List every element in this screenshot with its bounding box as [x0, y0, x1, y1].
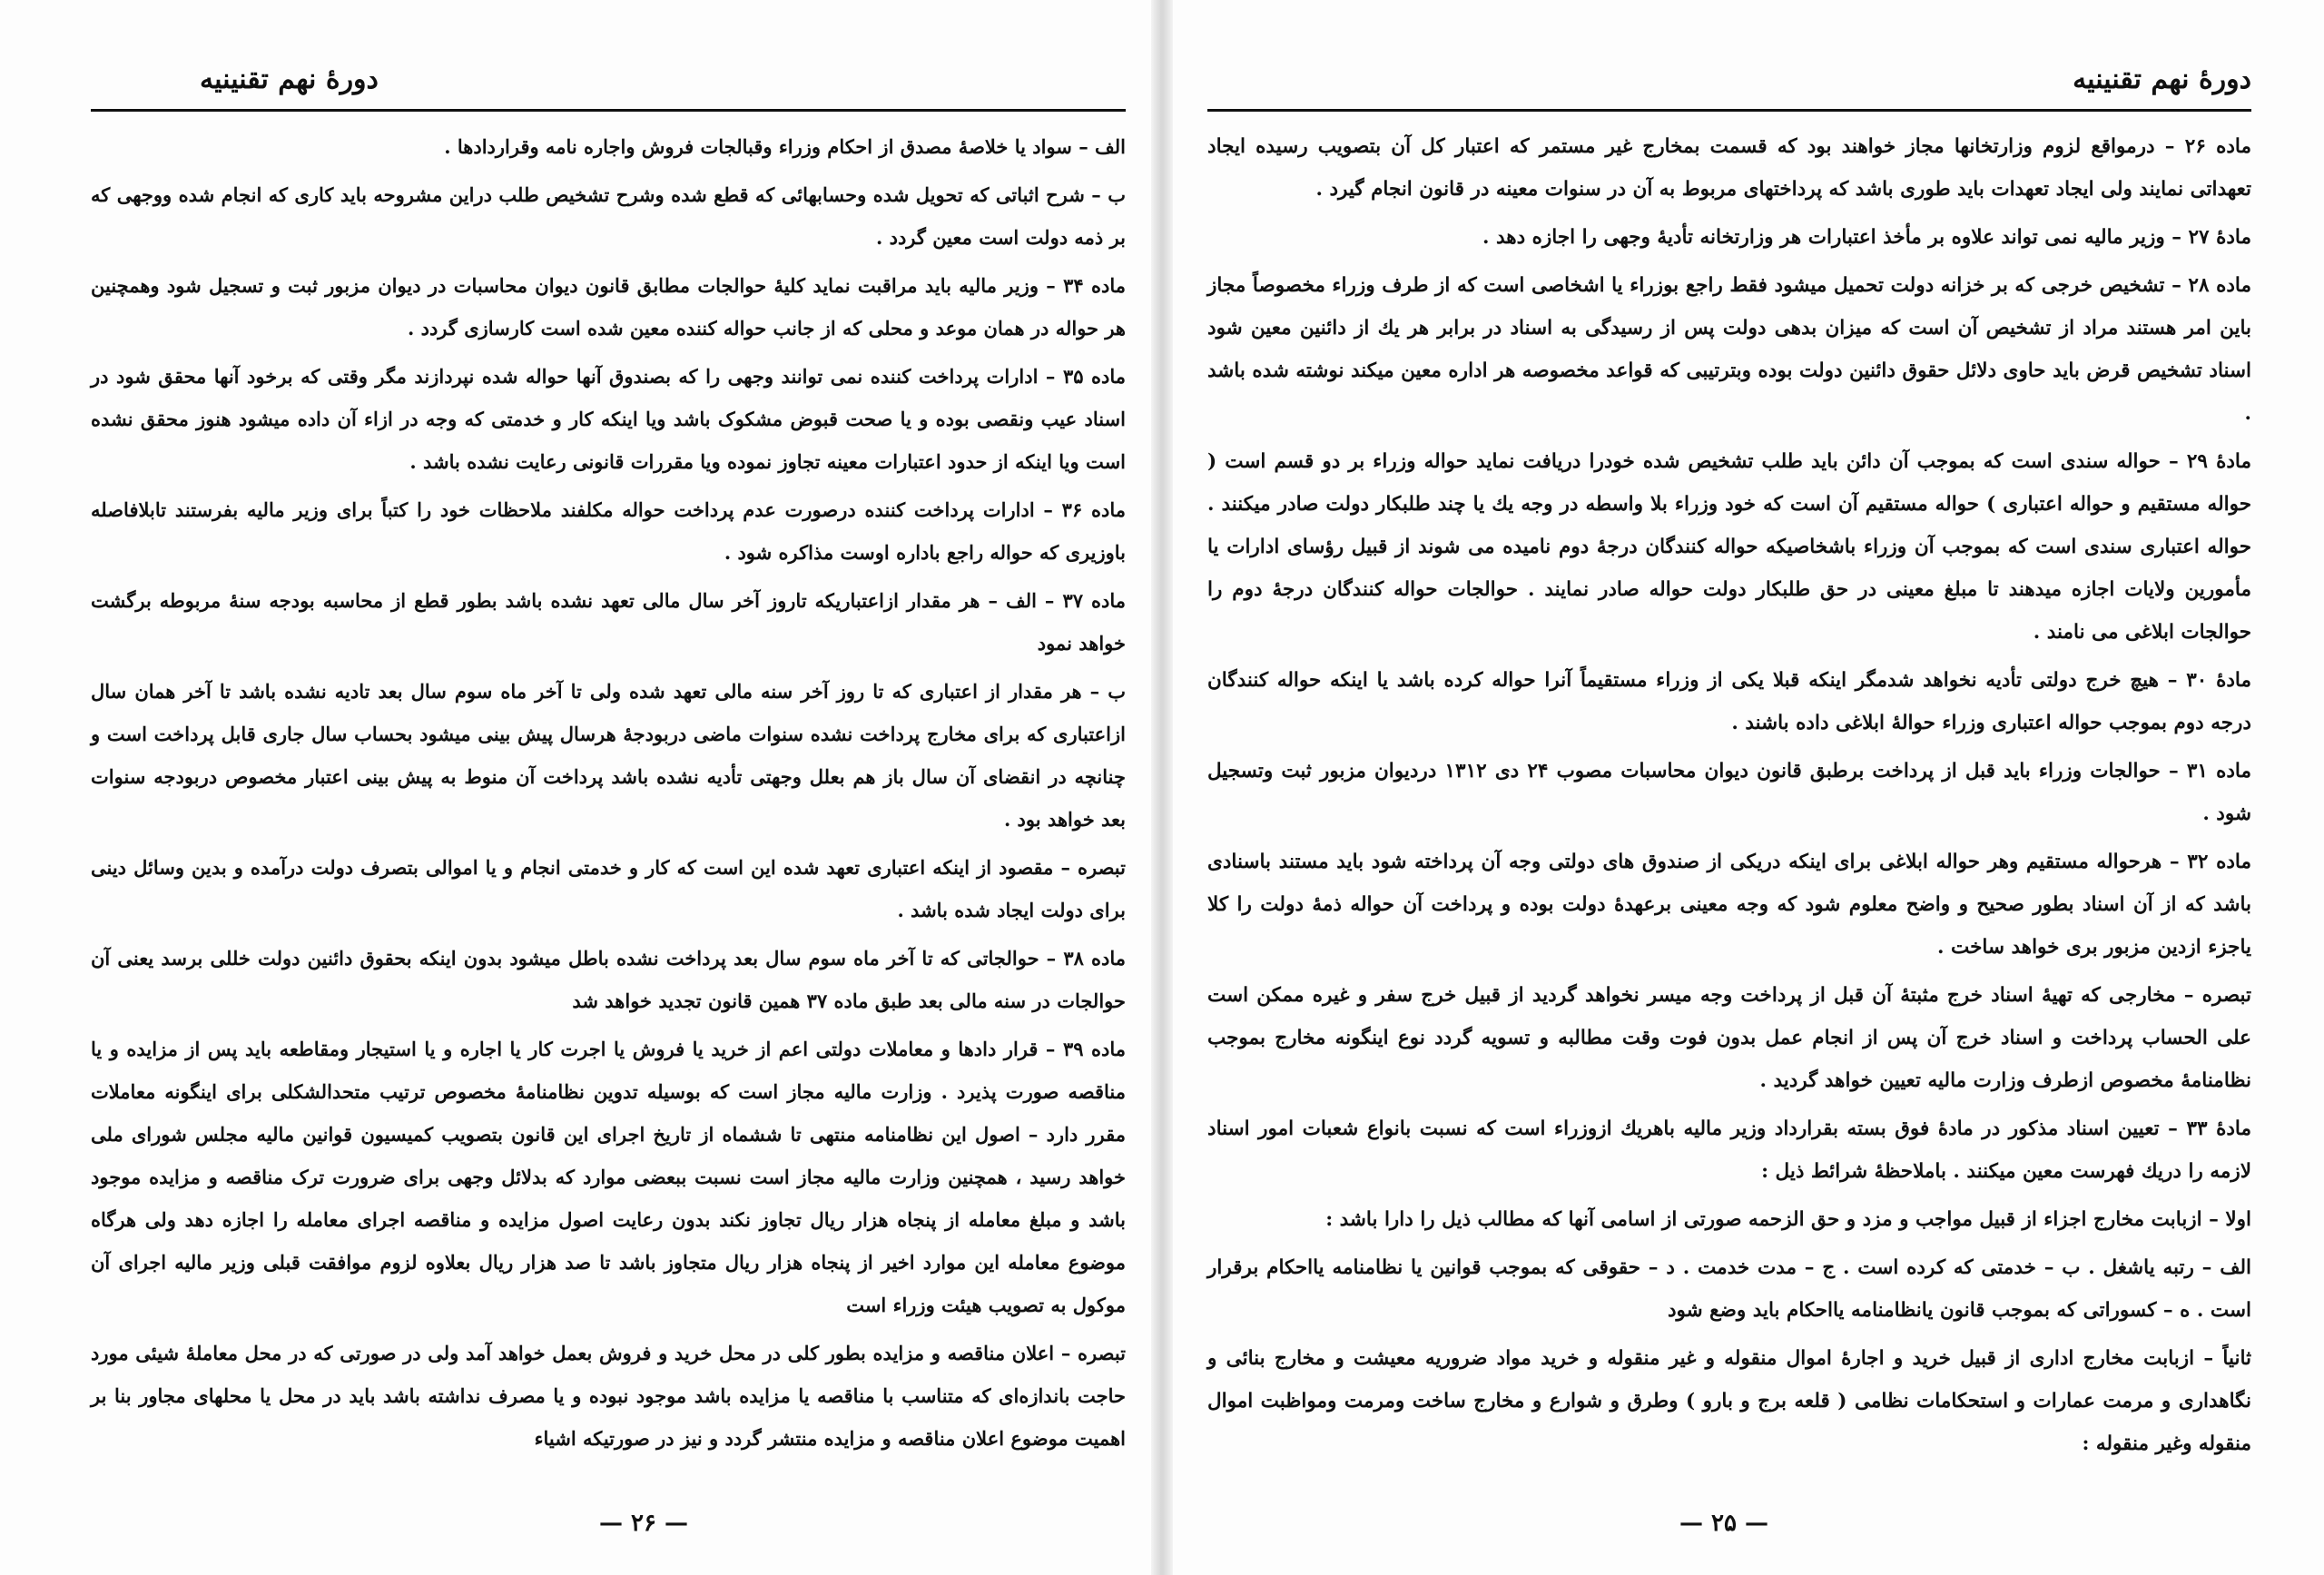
- left-paragraph: تبصره – اعلان مناقصه و مزایده بطور کلی در محل خرید و فروش بعمل خواهد آمد ولی در صورتی که در محل معاملهٔ شیئی مورد حاجت باندازه‌ای که متناسب با مناقصه یا مزایده باشد موجود نبوده و یا مصرف نداشته باشد باید در محل یا محلهای مجاور بنا بر اهمیت موضوع اعلان مناقصه و مزایده منتشر گردد و نیز در صورتیکه اشیاء: [91, 1342, 1126, 1450]
- right-paragraph: مادهٔ ۲۹ – حواله سندی است که بموجب آن دائن باید طلب تشخیص شده خودرا دریافت نماید حواله وزراء بر دو قسم است ( حواله مستقیم و حواله اعتباری ) حواله مستقیم آن است که خود وزراء بلا واسطه در وجه یك یا چند طلبکار دولت صادر میکنند . حواله اعتباری سندی است که بموجب آن وزراء باشخاصیکه حواله کنندگان درجهٔ دوم نامیده می شوند از قبیل رؤسای ادارات یا مأمورین ولایات اجازه میدهند تا مبلغ معینی در حق طلبکار دولت حواله صادر نمایند . حوالجات حواله کنندگان درجهٔ دوم را حوالجات ابلاغی می نامند .: [1207, 450, 2251, 644]
- left-running-title: دورهٔ نهم تقنینیه: [200, 64, 379, 95]
- right-paragraph: مادهٔ ۳۰ – هیچ خرج دولتی تأدیه نخواهد شدمگر اینکه قبلا یکی از وزراء مستقیماً آنرا حواله کرده باشد یا اینکه حواله کنندگان درجه دوم بموجب حواله اعتباری وزراء حوالهٔ ابلاغی داده باشند .: [1207, 669, 2251, 734]
- left-paragraph: تبصره – مقصود از اینکه اعتباری تعهد شده این است که کار و خدمتی انجام و یا اموالی بتصرف دولت درآمده و بدین وسائل دینی برای دولت ایجاد شده باشد .: [91, 856, 1126, 921]
- right-page: [1207, 0, 2251, 1575]
- right-paragraph: ثانیاً – ازبابت مخارج اداری از قبیل خرید و اجارهٔ اموال منقوله و غیر منقوله و خرید مواد ضروریه معیشت و مخارج بنائی و نگاهداری و مرمت عمارات و استحکامات نظامی ( قلعه برج و بارو ) وطرق و شوارع و مخارج ساخت ومرمت ومواظبت اموال منقوله وغیر منقوله :: [1207, 1347, 2251, 1455]
- right-paragraph: ماده ۳۲ – هرحواله مستقیم وهر حواله ابلاغی برای اینکه دریکی از صندوق های دولتی وجه آن پرداخته شود باید مستند باسنادی باشد که از آن اسناد بطور صحیح و واضح معلوم شود که وجه معینی برعهدهٔ دولت بوده و پرداخت آن حواله ذمهٔ دولت را کلا یاجزء ازدین مزبور بری خواهد ساخت .: [1207, 851, 2251, 959]
- left-paragraph: ماده ۳۴ – وزیر مالیه باید مراقبت نماید کلیهٔ حوالجات مطابق قانون دیوان محاسبات در دیوان مزبور ثبت و تسجیل شود وهمچنین هر حواله در همان موعد و محلی که از جانب حواله کننده معین شده است کارسازی گردد .: [91, 274, 1126, 340]
- right-page-body: [1207, 125, 2251, 1471]
- right-paragraph: مادهٔ ۳۳ – تعیین اسناد مذکور در مادهٔ فوق بسته بقرارداد وزیر مالیه باهریك ازوزراء است که نسبت بانواع شعبات امور اسناد لازمه را دریك فهرست معین میکنند . باملاحظهٔ شرائط ذیل :: [1207, 1117, 2251, 1183]
- left-paragraph: ماده ۳۶ – ادارات پرداخت کننده درصورت عدم پرداخت حواله مکلفند ملاحظات خود را کتباً برای وزیر مالیه بفرستند تابلافاصله باوزیری که حواله راجع باداره اوست مذاکره شود .: [91, 498, 1126, 564]
- left-page-body: [91, 125, 1126, 1465]
- right-paragraph: ماده ۲۸ – تشخیص خرجی که بر خزانه دولت تحمیل میشود فقط راجع بوزراء یا اشخاصی است که از طرف وزراء مخصوصاً مجاز باین امر هستند مراد از تشخیص آن است که میزان بدهی دولت پس از رسیدگی به اسناد در برابر هر یك از دائنین معین شود اسناد تشخیص قرض باید حاوی دلائل حقوق دائنین دولت بوده وبترتیبی که قواعد مخصوصه هر اداره معین میکند نوشته شده باشد .: [1207, 274, 2251, 425]
- left-paragraph: ب – هر مقدار از اعتباری که تا روز آخر سنه مالی تعهد شده ولی تا آخر ماه سوم سال بعد تادیه نشده باشد تا آخر همان سال ازاعتباری که برای مخارج پرداخت نشده سنوات ماضی دربودجهٔ هرسال پیش بینی میشود بحساب سال جاری قابل پرداخت است و چنانچه در انقضای آن سال باز هم بعلل وجهتی تأدیه نشده باشد پرداخت آن منوط به پیش بینی اعتبار مخصوص دربودجه سنوات بعد خواهد بود .: [91, 680, 1126, 831]
- right-paragraph: ماده ۲۶ – درمواقع لزوم وزارتخانها مجاز خواهند بود که قسمت بمخارج غیر مستمر که اعتبار کل آن بتصویب رسیده ایجاد تعهداتی نمایند ولی ایجاد تعهدات باید طوری باشد که پرداختهای مربوط به آن در سنوات معینه در قانون انجام گیرد .: [1207, 135, 2251, 201]
- left-paragraph: الف – سواد یا خلاصهٔ مصدق از احکام وزراء وقبالجات فروش واجاره نامه وقراردادها .: [444, 135, 1126, 158]
- left-page: [91, 0, 1126, 1575]
- right-page-number: — ۲۵ —: [1679, 1510, 1769, 1537]
- left-paragraph: ماده ۳۸ – حوالجاتی که تا آخر ماه سوم سال بعد پرداخت نشده باطل میشود بدون اینکه بحقوق دائنین دولت خللی برسد یعنی آن حوالجات در سنه مالی بعد طبق ماده ۳۷ همین قانون تجدید خواهد شد: [91, 947, 1127, 1012]
- right-paragraph: مادهٔ ۲۷ – وزیر مالیه نمی تواند علاوه بر مأخذ اعتبارات هر وزارتخانه تأدیهٔ وجهی را اجازه دهد .: [1482, 226, 2251, 249]
- left-page-header: [91, 54, 1126, 112]
- left-paragraph: ب – شرح اثباتی که تحویل شده وحسابهائی که قطع شده وشرح تشخیص طلب دراین مشروحه باید کاری که انجام شده ووجهی که بر ذمه دولت است معین گردد .: [91, 183, 1126, 249]
- left-page-number: — ۲۶ —: [599, 1510, 689, 1537]
- right-paragraph: تبصره – مخارجی که تهیهٔ اسناد خرج مثبتهٔ آن قبل از پرداخت وجه میسر نخواهد گردید از قبیل خرج سفر و غیره ممکن است علی الحساب پرداخت و اسناد خرج آن پس از انجام عمل بدون فوت وقت مطالبه و تسویه گردد نوع اینگونه مخارج بموجب نظامنامهٔ مخصوص ازطرف وزارت مالیه تعیین خواهد گردید .: [1207, 984, 2251, 1092]
- right-paragraph: الف – رتبه یاشغل . ب – خدمتی که کرده است . ج – مدت خدمت . د – حقوقی که بموجب قوانین یا نظامنامه یااحکام برقرار است . ه – کسوراتی که بموجب قانون یانظامنامه یااحکام باید وضع شود: [1207, 1256, 2251, 1322]
- left-paragraph: ماده ۳۷ – الف – هر مقدار ازاعتباریکه تاروز آخر سال مالی تعهد نشده باشد بطور قطع از محاسبه بودجه سنهٔ مربوطه برگشت خواهد نمود: [91, 589, 1127, 655]
- left-paragraph: ماده ۳۵ – ادارات پرداخت کننده نمی توانند وجهی را که بصندوق آنها حواله شده نپردازند مگر وقتی که برخود آنها محقق شود در اسناد عیب ونقصی بوده و یا صحت قبوض مشکوک باشد ویا اینکه کار و خدمتی که وجه در ازاء آن داده میشود هنوز محقق نشده است ویا اینکه از حدود اعتبارات معینه تجاوز نموده ویا مقررات قانونی رعایت نشده باشد .: [91, 365, 1127, 473]
- right-paragraph: ماده ۳۱ – حوالجات وزراء باید قبل از پرداخت برطبق قانون دیوان محاسبات مصوب ۲۴ دی ۱۳۱۲ دردیوان مزبور ثبت وتسجیل شود .: [1207, 760, 2251, 825]
- book-gutter: [1151, 0, 1173, 1575]
- right-paragraph: اولا – ازبابت مخارج اجزاء از قبیل مواجب و مزد و حق الزحمه صورتی از اسامی آنها که مطالب ذیل را دارا باشد :: [1325, 1208, 2251, 1231]
- right-running-title: دورهٔ نهم تقنینیه: [2073, 64, 2251, 95]
- left-paragraph: ماده ۳۹ – قرار دادها و معاملات دولتی اعم از خرید یا فروش یا اجرت کار یا اجاره و یا استیجار ومقاطعه باید پس از مزایده و یا مناقصه صورت پذیرد . وزارت مالیه مجاز است که بوسیله تدوین نظامنامهٔ مخصوص ترتیب متحدالشکلی برای اینگونه معاملات مقرر دارد – اصول این نظامنامه منتهی تا ششماه از تاریخ اجرای این قانون بتصویب کمیسیون قوانین مالیه مجلس شورای ملی خواهد رسید ، همچنین وزارت مالیه مجاز است نسبت ببعضی موارد که بدلائل وجهی برای ضرورت ترک مناقصه و مزایده موجود باشد و مبلغ معامله از پنجاه هزار ریال تجاوز نکند بدون رعایت اصول مزایده و مناقصه اجرای معامله را اجازه دهد ولی هرگاه موضوع معامله این موارد اخیر از پنجاه هزار ریال متجاوز باشد تا صد هزار ریال بعلاوه لزوم موافقت قبلی وزیر مالیه اجرای آن موکول به تصویب هیئت وزراء است: [91, 1038, 1126, 1316]
- right-page-header: [1207, 54, 2251, 112]
